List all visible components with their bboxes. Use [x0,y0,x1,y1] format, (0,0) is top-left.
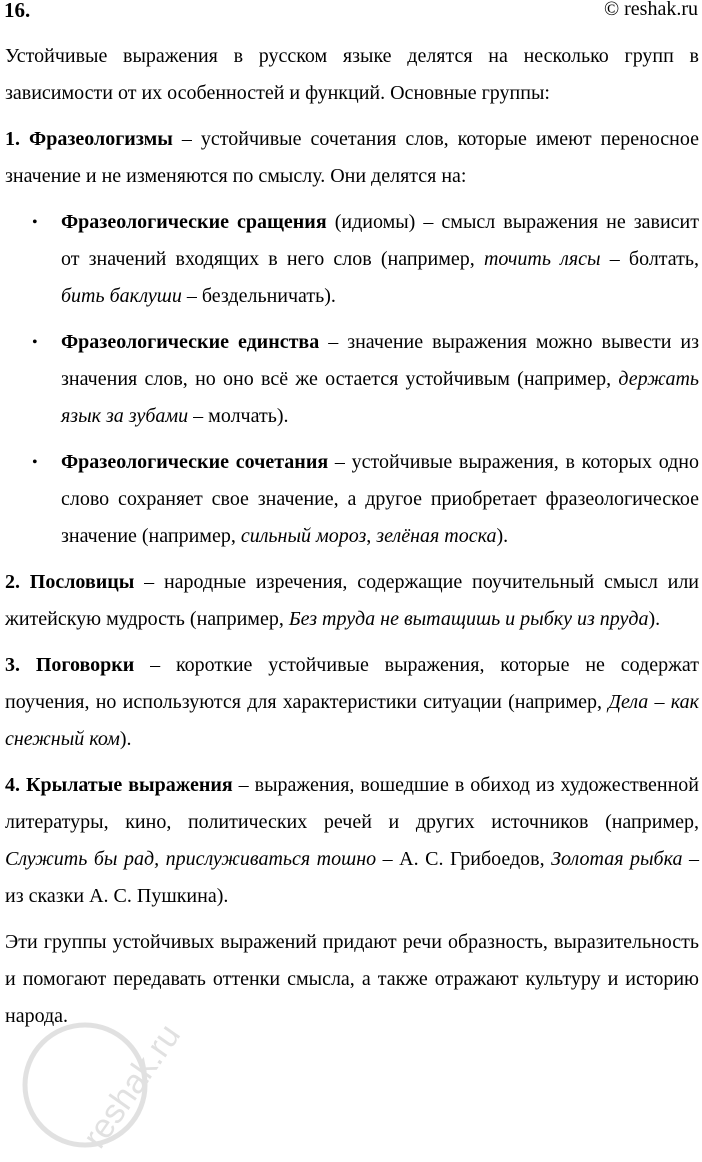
watermark-text: reshak.ru [75,1017,188,1156]
example-text: Без труда не вытащишь и рыбку из пруда [288,608,649,630]
section-text: – устойчивые сочетания слов, которые имеют переносное значение и не изменяются по смыслу. Они делятся на: [5,128,699,187]
bullet-icon: • [32,334,38,351]
list-item: • Фразеологические единства – значение выражения можно вывести из значения слов, но оно всё же остается устойчивым (например, держать язык за зубами – молчать). [61,324,699,435]
phraseologism-types-list [5,204,699,555]
list-item: • Фразеологические сращения (идиомы) – смысл выражения не зависит от значений входящих в него слов (например, точить лясы – болтать, бить баклуши – бездельничать). [61,204,699,315]
list-item-term: Фразеологические сращения [61,211,327,233]
section-term: Фразеологизмы [29,128,173,150]
section-term: Крылатые выражения [25,774,233,796]
section-term: Поговорки [35,654,135,676]
list-item-term: Фразеологические сочетания [61,451,329,473]
example-text: зелёная тоска [376,525,497,547]
bullet-icon: • [32,214,38,231]
section-term: Пословицы [29,571,135,593]
example-text: держать язык за зубами [61,368,699,427]
reshak-watermark-icon [10,1010,188,1160]
list-item: • Фразеологические сочетания – устойчивые выражения, в которых одно слово сохраняет свое значение, а другое приобретает фразеологическое значение (например, сильный мороз, зелёная тоска). [61,444,699,555]
example-text: бить баклуши [61,285,182,307]
section-proverbs: 2. Пословицы – народные изречения, содержащие поучительный смысл или житейскую мудрость (например, Без труда не вытащишь и рыбку из пруда). [5,571,700,630]
section-phraseologisms [5,121,699,195]
example-text: сильный мороз [240,525,367,547]
section-number: 4. [5,774,20,796]
list-item-term: Фразеологические единства [61,331,320,353]
section-catchphrases: 4. Крылатые выражения – выражения, вошедшие в обиход из художественной литературы, кино, политических речей и других источников (например, Служить бы рад, прислуживаться тошно – А. С. Грибоедов, Золотая рыбка – из сказки А. С. Пушкина). [5,774,700,907]
example-text: Дела – как снежный ком [5,691,699,750]
section-sayings: 3. Поговорки – короткие устойчивые выражения, которые не содержат поучения, но используются для характеристики ситуации (например, Дела – как снежный ком). [5,654,699,750]
example-text: точить лясы [483,248,601,270]
section-number: 3. [5,654,20,676]
conclusion-paragraph: Эти группы устойчивых выражений придают речи образность, выразительность и помогают передавать оттенки смысла, а также отражают культуру и историю народа. [5,931,699,1027]
section-number: 1. [5,128,20,150]
example-text: Служить бы рад, прислуживаться тошно [5,848,377,870]
bullet-icon: • [32,454,38,471]
answer-text [5,38,699,1044]
task-number: 16. [4,0,31,22]
site-credit: © reshak.ru [603,0,698,20]
example-text: Золотая рыбка [551,848,683,870]
section-number: 2. [5,571,20,593]
intro-paragraph: Устойчивые выражения в русском языке делятся на несколько групп в зависимости от их особенностей и функций. Основные группы: [5,45,699,104]
page-header [4,0,698,28]
